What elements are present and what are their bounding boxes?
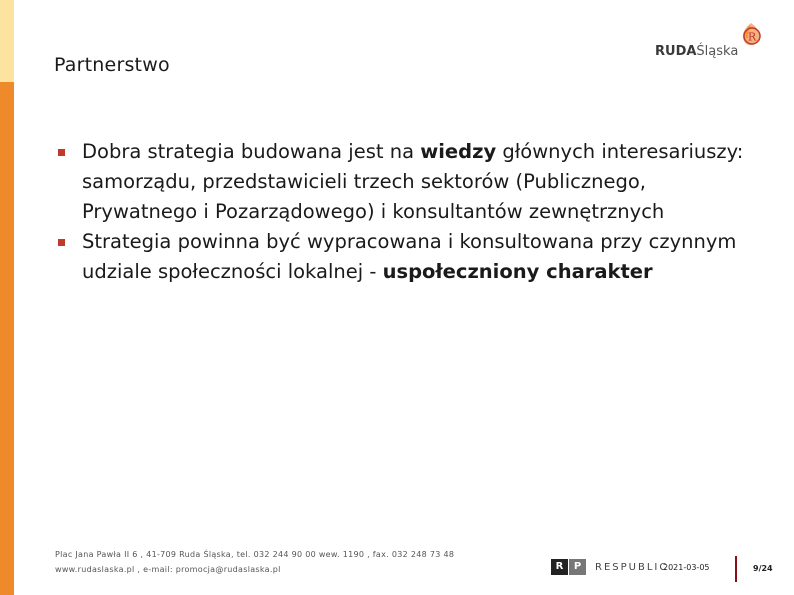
- footer-address: Plac Jana Pawła II 6 , 41-709 Ruda Śląska, tel. 032 244 90 00 wew. 1190 , fax. 032 248 73 48: [55, 550, 455, 559]
- respublic-wordmark: RESPUBLIC: [595, 561, 669, 573]
- logo-emblem-icon: [737, 20, 765, 48]
- bullet-text: Dobra strategia budowana jest na: [82, 140, 421, 163]
- respublic-p-mark: P: [569, 559, 586, 575]
- sidebar-accent-top: [0, 0, 14, 82]
- respublic-logo: [551, 559, 668, 575]
- logo-word-ruda: RUDA: [655, 44, 697, 59]
- footer-contact: www.rudaslaska.pl , e-mail: promocja@rudaslaska.pl: [55, 565, 281, 574]
- slide-title: Partnerstwo: [54, 54, 170, 76]
- svg-text:R: R: [747, 30, 757, 44]
- slide-date: 2021-03-05: [663, 563, 710, 572]
- ruda-slaska-logo: [655, 20, 765, 66]
- sidebar-accent-bottom: [0, 82, 14, 595]
- logo-word-slaska: Śląska: [696, 44, 739, 59]
- bullet-marker-icon: [58, 239, 65, 246]
- bullet-bold-text: wiedzy: [420, 140, 497, 163]
- logo-wordmark: [655, 44, 738, 59]
- bullet-item: [58, 227, 758, 287]
- bullet-bold-text: uspołeczniony charakter: [382, 260, 653, 283]
- bullet-list: [58, 137, 758, 287]
- page-number: 9/24: [753, 564, 773, 573]
- bullet-text: głównych interesariuszy: samorządu, przedstawicieli trzech sektorów (Publicznego, Prywatnego i Pozarządowego) i konsultantów zewnętrznych: [82, 140, 744, 223]
- bullet-item: [58, 137, 758, 227]
- bullet-text: Strategia powinna być wypracowana i konsultowana przy czynnym udziale społeczności lokalnej -: [82, 230, 737, 283]
- footer-divider: [735, 556, 737, 582]
- respublic-r-mark: R: [551, 559, 568, 575]
- bullet-marker-icon: [58, 149, 65, 156]
